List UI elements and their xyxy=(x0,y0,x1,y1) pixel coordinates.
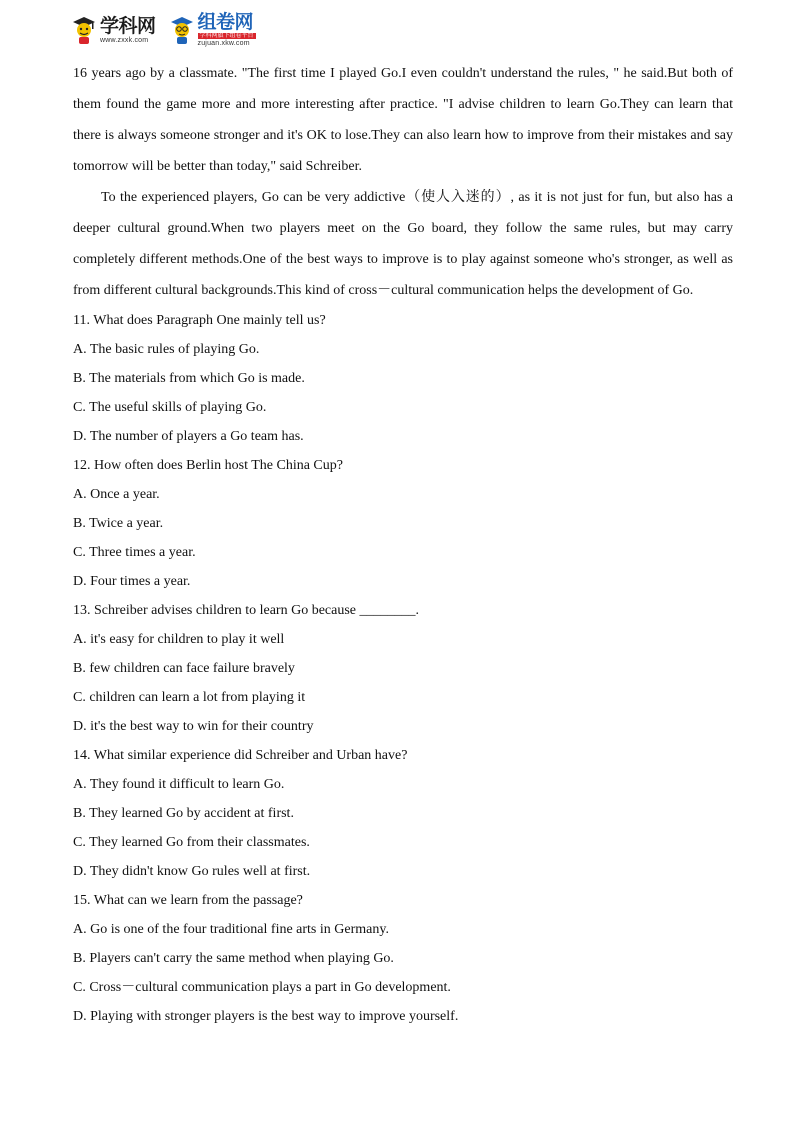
answer-option: B. Players can't carry the same method when playing Go. xyxy=(73,951,394,966)
answer-option: D. it's the best way to win for their country xyxy=(73,719,314,734)
answer-option: D. Four times a year. xyxy=(73,574,191,589)
answer-option: A. They found it difficult to learn Go. xyxy=(73,777,285,792)
document-body xyxy=(73,58,733,1031)
answer-option: D. The number of players a Go team has. xyxy=(73,429,304,444)
answer-option: B. They learned Go by accident at first. xyxy=(73,806,294,821)
question-15 xyxy=(73,886,733,1031)
answer-option: A. Go is one of the four traditional fine arts in Germany. xyxy=(73,922,389,937)
question-14 xyxy=(73,741,733,886)
zujuanwang-logo xyxy=(168,13,256,47)
answer-option: B. The materials from which Go is made. xyxy=(73,371,305,386)
logo1-url: www.zxxk.com xyxy=(100,36,149,44)
student-mascot-icon xyxy=(70,15,98,45)
answer-option: A. The basic rules of playing Go. xyxy=(73,342,260,357)
answer-option: D. Playing with stronger players is the best way to improve yourself. xyxy=(73,1009,459,1024)
question-stem: 13. Schreiber advises children to learn Go because ________. xyxy=(73,603,420,618)
answer-option: A. it's easy for children to play it well xyxy=(73,632,285,647)
question-13 xyxy=(73,596,733,741)
passage-paragraph: 16 years ago by a classmate. "The first time I played Go.I even couldn't understand the rules, " he said.But both of them found the game more and more interesting after practice. "I advise children to learn Go.They can learn that there is always someone stronger and it's OK to lose.They can also learn how to improve from their mistakes and say tomorrow will be better than today," said Schreiber. xyxy=(73,66,733,174)
question-12 xyxy=(73,451,733,596)
logo2-name: 组卷网 xyxy=(197,11,254,33)
logo2-slogan: 学科网旗下组卷平台 xyxy=(199,32,254,39)
answer-option: D. They didn't know Go rules well at first. xyxy=(73,864,311,879)
answer-option: C. Three times a year. xyxy=(73,545,196,560)
answer-option: C. The useful skills of playing Go. xyxy=(73,400,267,415)
xuekewang-logo xyxy=(70,15,156,45)
answer-option: B. Twice a year. xyxy=(73,516,164,531)
answer-option: A. Once a year. xyxy=(73,487,160,502)
question-stem: 12. How often does Berlin host The China Cup? xyxy=(73,458,343,473)
answer-option: C. They learned Go from their classmates. xyxy=(73,835,310,850)
answer-option: C. Cross－cultural communication plays a part in Go development. xyxy=(73,980,451,995)
answer-option: B. few children can face failure bravely xyxy=(73,661,295,676)
passage-paragraph: To the experienced players, Go can be very addictive（使人入迷的）, as it is not just for fun, but also has a deeper cultural ground.When two players meet on the Go board, they follow the same rules, but may carry completely different methods.One of the best ways to improve is to play against someone who's stronger, as well as from different cultural backgrounds.This kind of cross－cultural communication helps the development of Go. xyxy=(73,190,733,298)
student-glasses-mascot-icon xyxy=(168,15,196,45)
answer-option: C. children can learn a lot from playing it xyxy=(73,690,306,705)
question-stem: 15. What can we learn from the passage? xyxy=(73,893,303,908)
question-11 xyxy=(73,306,733,451)
page-header xyxy=(70,12,268,48)
question-stem: 14. What similar experience did Schreiber and Urban have? xyxy=(73,748,408,763)
logo1-name: 学科网 xyxy=(100,14,156,37)
question-stem: 11. What does Paragraph One mainly tell us? xyxy=(73,313,326,328)
logo2-url: zujuan.xkw.com xyxy=(197,40,250,47)
